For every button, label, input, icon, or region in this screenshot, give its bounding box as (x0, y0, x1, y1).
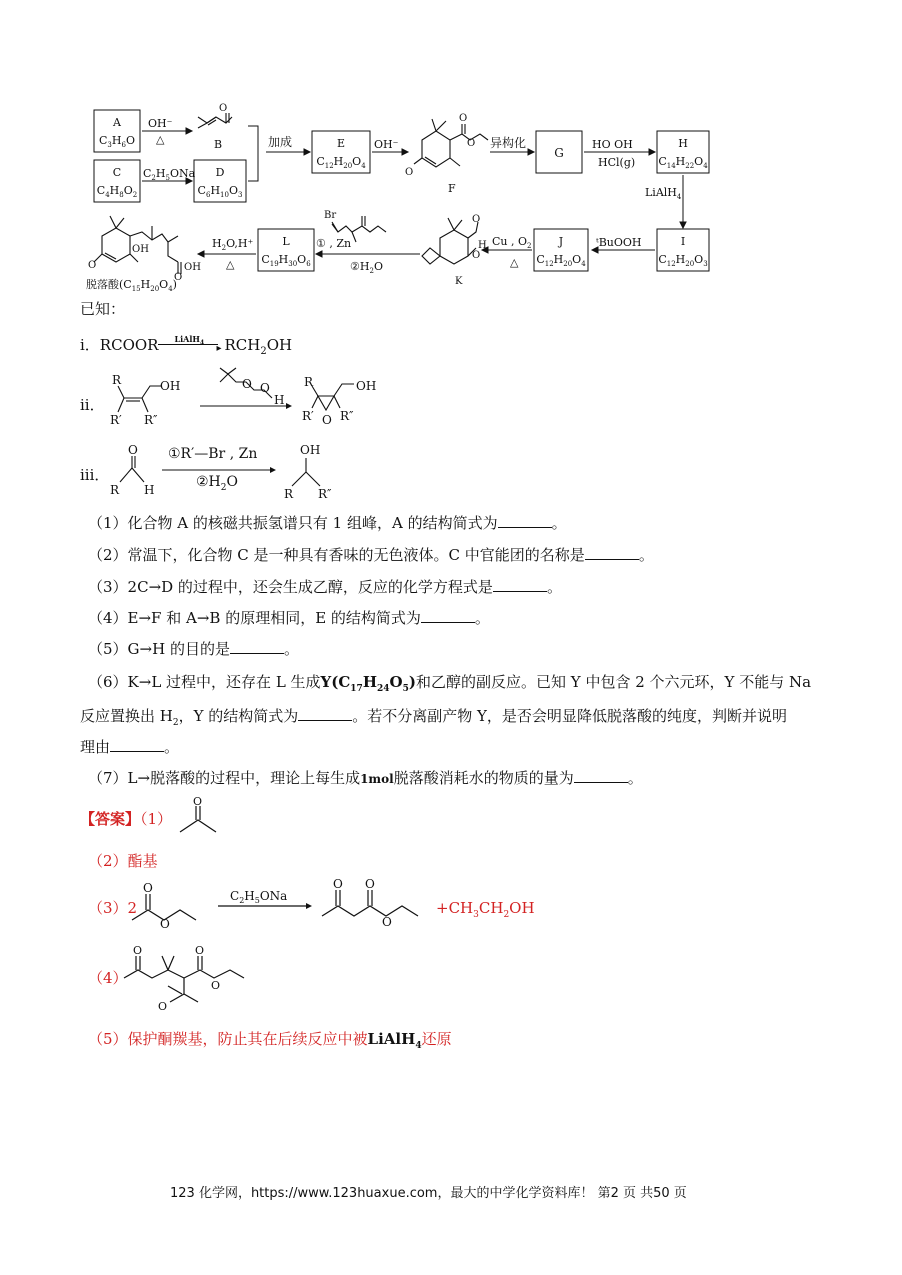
box-c-label: C (112, 166, 122, 179)
svg-text:O: O (195, 944, 205, 957)
svg-text:C4H8O2: $C_4H_8O_2$ (96, 184, 138, 199)
question-5: （5）G→H 的目的是 。 (88, 640, 299, 658)
known-i: i．RCOOR LiAlH$_4$ ▸ $RCH_2OH$ (80, 334, 293, 357)
question-2: （2）常温下，化合物 C 是一种具有香味的无色液体。C 中官能团的名称是 。 (88, 546, 654, 564)
svg-text:O: O (467, 138, 476, 149)
svg-text:C14H22O4: $C_{14}H_{22}O_4$ (658, 155, 708, 170)
svg-text:H2O,H⁺: $H_2O,H^+$ (212, 237, 254, 252)
box-e-label: E (336, 137, 346, 150)
svg-text:C12H20O4: $C_{12}H_{20}O_4$ (316, 155, 366, 170)
structure-k (422, 218, 481, 264)
svg-text:脱落酸(C15H20O4): 脱落酸$(C_{15}H_{20}O_4)$ (86, 278, 177, 293)
answer-1-structure (174, 796, 224, 840)
question-3: （3）2C→D 的过程中，还会生成乙醇，反应的化学方程式是 。 (88, 578, 562, 596)
box-j-label: J (558, 235, 564, 248)
known-iii-prefix: iii． (80, 466, 110, 484)
question-6-line-3: 理由 。 (80, 738, 180, 756)
svg-text:OH: OH (132, 244, 149, 255)
question-1: （1）化合物 A 的核磁共振氢谱只有 1 组峰，A 的结构简式为 。 (88, 514, 567, 532)
question-7: （7）L→脱落酸的过程中，理论上每生成1mol脱落酸消耗水的物质的量为 。 (88, 769, 643, 787)
svg-text:R: R (112, 373, 122, 387)
svg-text:R: R (304, 375, 314, 389)
box-d-label: D (215, 166, 225, 179)
box-l-label: L (282, 235, 290, 248)
svg-text:O: O (160, 917, 170, 931)
question-6-line-1: （6）K→L 过程中，还存在 L 生成$Y(C_{17}H_{24}O_5)$和乙醇的副反应。已知 Y 中包含 2 个六元环，Y 不能与 Na (88, 673, 812, 694)
structure-b (198, 113, 232, 128)
reagent-ef: OH⁻ (374, 138, 399, 151)
svg-text:C3H6O: $C_3H_6O$ (99, 134, 135, 149)
answer-3-byproduct: $+CH_3CH_2OH$ (436, 899, 535, 920)
svg-text:O: O (242, 377, 252, 391)
structure-f (414, 119, 488, 167)
svg-text:②H2O: $②H_2O$ (350, 260, 383, 275)
reagent-gh-top: HO OH (592, 138, 633, 151)
reagent-hi-peroxide: ᵗBuOOH (596, 236, 642, 249)
svg-text:O: O (193, 796, 203, 808)
box-h-label: H (678, 137, 688, 150)
reagent-gh-bottom: HCl(g) (598, 156, 636, 169)
svg-text:O: O (459, 113, 468, 124)
reagent-fg: 异构化 (490, 136, 527, 150)
svg-text:R′: R′ (110, 413, 122, 427)
svg-text:H: H (478, 240, 487, 251)
svg-text:H: H (274, 393, 285, 407)
question-6-line-2: 反应置换出 $H_2$，Y 的结构简式为 。若不分离副产物 Y，是否会明显降低脱落酸的纯度，判断并说明 (80, 707, 787, 728)
svg-text:H: H (144, 483, 155, 497)
box-g-label: G (554, 146, 564, 160)
svg-text:R″: R″ (318, 487, 332, 500)
svg-text:R″: R″ (144, 413, 158, 427)
label-f: F (448, 182, 456, 195)
reagent-kl-top: ① , Zn (316, 237, 352, 250)
answer-5: （5）保护酮羰基，防止其在后续反应中被LiAlH$_4$还原 (88, 1030, 452, 1051)
svg-text:OH: OH (184, 262, 201, 273)
svg-text:LiAlH4: LiAlH$_4$ (645, 186, 682, 201)
svg-text:OH: OH (160, 379, 181, 393)
page-footer: 123 化学网，https://www.123huaxue.com，最大的中学化学资料库！ 第2 页 共50 页 (170, 1186, 687, 1201)
answer-1: 【答案】（1） (80, 810, 173, 828)
svg-text:O: O (322, 413, 332, 427)
known-ii-prefix: ii． (80, 396, 105, 414)
svg-text:OH: OH (356, 379, 377, 393)
reagent-add: 加成 (268, 135, 293, 149)
svg-text:O: O (472, 214, 481, 225)
label-k: K (455, 276, 463, 287)
reagent-jk-bottom: △ (510, 256, 519, 269)
box-i-label: I (680, 235, 686, 248)
known-ii-scheme (100, 366, 440, 446)
svg-text:C12H20O3: $C_{12}H_{20}O_3$ (658, 253, 708, 268)
svg-text:O: O (88, 260, 97, 271)
svg-text:O: O (219, 103, 228, 114)
svg-text:O: O (405, 167, 414, 178)
answer-4-structure (118, 942, 258, 1024)
svg-text:R″: R″ (340, 409, 354, 423)
svg-text:O: O (382, 915, 392, 929)
svg-text:O: O (133, 944, 143, 957)
svg-text:O: O (158, 1000, 168, 1013)
label-b: B (214, 138, 223, 151)
question-4: （4）E→F 和 A→B 的原理相同，E 的结构简式为 。 (88, 609, 490, 627)
svg-text:O: O (333, 877, 343, 891)
answer-2: （2）酯基 (88, 852, 158, 870)
svg-text:O: O (472, 250, 481, 261)
svg-text:O: O (260, 381, 270, 395)
reagent-ab-bottom: △ (156, 133, 165, 146)
svg-text:C19H30O6: $C_{19}H_{30}O_6$ (261, 253, 311, 268)
svg-text:O: O (143, 881, 153, 895)
svg-text:OH: OH (300, 444, 321, 457)
reagent-final-bottom: △ (226, 258, 235, 271)
reaction-scheme (0, 0, 902, 300)
svg-text:Cu , O2: Cu , $O_2$ (492, 235, 532, 250)
svg-text:R: R (110, 483, 120, 497)
svg-text:O: O (211, 979, 221, 992)
svg-text:R′: R′ (302, 409, 314, 423)
known-title: 已知： (80, 300, 126, 318)
box-a-label: A (113, 116, 121, 129)
svg-text:Br: Br (324, 210, 337, 221)
svg-text:O: O (174, 272, 183, 283)
svg-text:R: R (284, 487, 294, 500)
answer-3-number: （3）2 (88, 899, 138, 917)
svg-text:C6H10O3: $C_6H_{10}O_3$ (197, 184, 243, 199)
known-iii-reagent-1: ①R′—Br , Zn (168, 446, 258, 462)
svg-text:O: O (128, 444, 138, 457)
svg-text:C12H20O4: $C_{12}H_{20}O_4$ (536, 253, 586, 268)
reagent-ab-top: OH⁻ (148, 117, 173, 130)
svg-text:C2H5ONa: $C_2H_5ONa$ (230, 889, 288, 905)
svg-text:C2H5ONa: $C_2H_5ONa$ (143, 167, 196, 182)
svg-text:O: O (365, 877, 375, 891)
known-iii-reagent-2: $②H_2O$ (196, 474, 238, 493)
answer-4-number: （4） (88, 969, 128, 987)
